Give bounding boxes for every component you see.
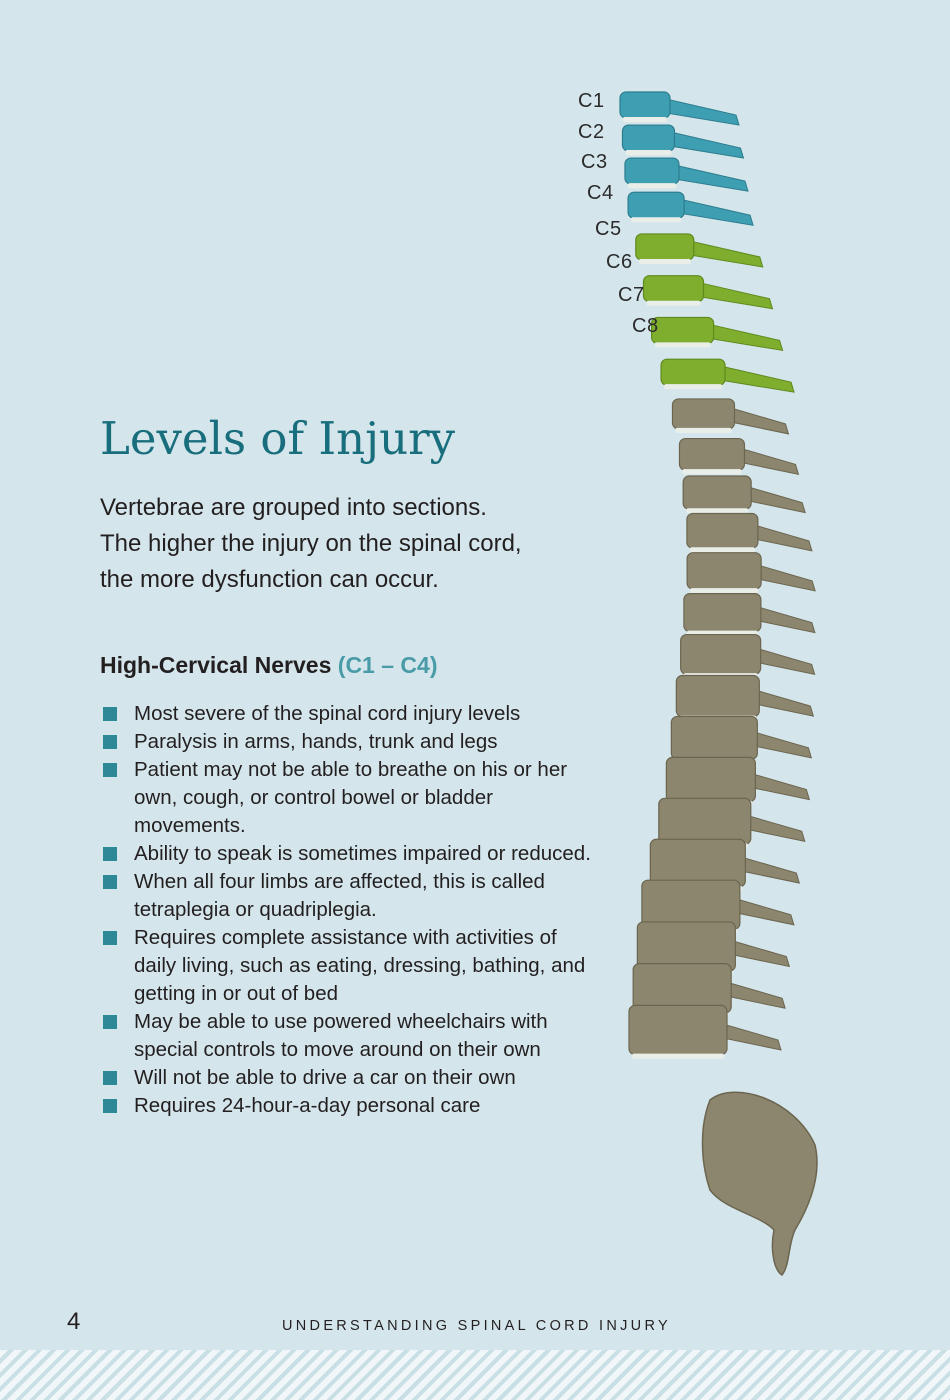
spinous-process xyxy=(731,941,789,967)
bullet-square-icon xyxy=(103,1071,117,1085)
vertebra xyxy=(683,476,805,513)
bullet-square-icon xyxy=(103,1015,117,1029)
intervertebral-disc xyxy=(664,384,722,389)
spinous-process xyxy=(675,165,748,191)
vertebra xyxy=(671,716,811,763)
spinous-process xyxy=(727,982,785,1008)
spinous-process xyxy=(741,857,799,883)
vertebra xyxy=(620,92,739,125)
vertebra-label-c5: C5 xyxy=(595,218,622,240)
sacrum xyxy=(703,1092,818,1275)
spinous-process xyxy=(680,199,753,225)
spinous-process xyxy=(670,132,743,158)
vertebra xyxy=(625,158,748,191)
bullet-item xyxy=(100,868,600,924)
vertebra xyxy=(652,317,783,350)
vertebra-body xyxy=(666,757,755,801)
intro-line: Vertebrae are grouped into sections. xyxy=(100,494,487,521)
vertebra-body xyxy=(676,675,759,716)
bullet-item xyxy=(100,1008,600,1064)
bullet-text: Most severe of the spinal cord injury levels xyxy=(134,702,521,725)
intervertebral-disc xyxy=(690,547,755,552)
bullet-text: Ability to speak is sometimes impaired or reduced. xyxy=(134,842,591,865)
section-heading xyxy=(100,652,437,679)
spinous-process xyxy=(730,408,788,434)
spinous-process xyxy=(710,324,783,350)
spinous-process xyxy=(690,241,763,267)
intervertebral-disc xyxy=(632,1054,724,1059)
section-range: (C1 – C4) xyxy=(337,652,438,678)
vertebra-label-c4: C4 xyxy=(587,182,614,204)
intervertebral-disc xyxy=(639,259,691,264)
vertebra xyxy=(622,125,743,158)
bullet-square-icon xyxy=(103,931,117,945)
vertebra-body xyxy=(671,716,757,759)
vertebra-body xyxy=(681,635,761,675)
vertebra-body xyxy=(620,92,670,118)
vertebra-body xyxy=(672,399,734,429)
vertebra-body xyxy=(628,192,684,218)
bullet-square-icon xyxy=(103,847,117,861)
spinous-process xyxy=(757,565,815,591)
vertebra-body xyxy=(629,1005,727,1054)
spinous-process xyxy=(666,99,739,125)
section-heading-text: High-Cervical Nerves xyxy=(100,652,332,678)
spinous-process xyxy=(757,648,815,674)
intervertebral-disc xyxy=(625,150,671,155)
bullet-square-icon xyxy=(103,763,117,777)
intro-paragraph xyxy=(100,490,620,598)
vertebra-body xyxy=(643,276,703,302)
spinous-process xyxy=(721,366,794,392)
vertebra-body xyxy=(652,317,714,343)
intervertebral-disc xyxy=(686,508,748,513)
spinous-process xyxy=(751,774,809,800)
vertebra-body xyxy=(661,359,725,385)
bullet-text: Paralysis in arms, hands, trunk and legs xyxy=(134,730,498,753)
vertebra xyxy=(684,594,815,636)
vertebra-body xyxy=(659,798,751,844)
vertebra-body xyxy=(684,594,761,632)
intervertebral-disc xyxy=(690,588,758,593)
spinous-process xyxy=(723,1024,781,1050)
intervertebral-disc xyxy=(646,301,700,306)
vertebra-label-c2: C2 xyxy=(578,121,605,143)
vertebra xyxy=(676,675,813,720)
intro-line: the more dysfunction can occur. xyxy=(100,566,439,593)
vertebra xyxy=(643,276,772,309)
vertebra-body xyxy=(622,125,674,151)
vertebra xyxy=(679,439,798,475)
vertebra xyxy=(628,192,753,225)
bullet-square-icon xyxy=(103,707,117,721)
vertebra-body xyxy=(636,234,694,260)
bullet-square-icon xyxy=(103,735,117,749)
spinous-process xyxy=(755,690,813,716)
bullet-item xyxy=(100,1092,600,1120)
bullet-text: When all four limbs are affected, this is called tetraplegia or quadriplegia. xyxy=(134,870,545,921)
bullet-text: Patient may not be able to breathe on his or her own, cough, or control bowel or bladder movements. xyxy=(134,758,568,837)
spinous-process xyxy=(747,815,805,841)
spinous-process xyxy=(740,448,798,474)
vertebra-label-c8: C8 xyxy=(632,315,659,337)
bullet-list xyxy=(100,700,600,1120)
vertebra-body xyxy=(687,553,761,589)
spinous-process xyxy=(736,899,794,925)
bullet-item xyxy=(100,924,600,1008)
page-title: Levels of Injury xyxy=(100,412,456,465)
bullet-item xyxy=(100,728,600,756)
spinous-process xyxy=(753,732,811,758)
vertebra xyxy=(672,399,788,434)
bullet-item xyxy=(100,700,600,728)
intervertebral-disc xyxy=(631,217,681,222)
bullet-text: Will not be able to drive a car on their own xyxy=(134,1066,516,1089)
bullet-text: Requires complete assistance with activities of daily living, such as eating, dressing, bathing, and getting in or out of bed xyxy=(134,926,586,1005)
bullet-square-icon xyxy=(103,875,117,889)
intervertebral-disc xyxy=(628,183,676,188)
vertebra-label-c1: C1 xyxy=(578,90,605,112)
vertebra-label-c3: C3 xyxy=(581,151,608,173)
bullet-item xyxy=(100,840,600,868)
intervertebral-disc xyxy=(675,428,731,433)
vertebra xyxy=(661,359,794,392)
bullet-item xyxy=(100,756,600,840)
spinous-process xyxy=(757,607,815,633)
vertebrae-column xyxy=(620,92,815,1059)
bullet-text: May be able to use powered wheelchairs with special controls to move around on their own xyxy=(134,1010,548,1061)
bullet-square-icon xyxy=(103,1099,117,1113)
vertebra xyxy=(636,234,763,267)
intro-line: The higher the injury on the spinal cord, xyxy=(100,530,522,557)
vertebra xyxy=(687,553,815,593)
vertebra xyxy=(687,513,812,552)
vertebra-body xyxy=(683,476,751,509)
vertebra-label-c7: C7 xyxy=(618,284,645,306)
footer-stripe xyxy=(0,1350,950,1400)
spinous-process xyxy=(699,283,772,309)
vertebra-body xyxy=(625,158,679,184)
bullet-item xyxy=(100,1064,600,1092)
vertebra-body xyxy=(687,513,758,548)
footer-title: UNDERSTANDING SPINAL CORD INJURY xyxy=(282,1318,671,1334)
vertebra xyxy=(629,1005,781,1058)
intervertebral-disc xyxy=(623,117,667,122)
page-number: 4 xyxy=(67,1308,81,1335)
bullet-text: Requires 24-hour-a-day personal care xyxy=(134,1094,481,1117)
vertebra xyxy=(681,635,815,679)
vertebra-label-c6: C6 xyxy=(606,251,633,273)
spinous-process xyxy=(754,525,812,551)
intervertebral-disc xyxy=(682,469,741,474)
spinous-process xyxy=(747,487,805,513)
intervertebral-disc xyxy=(655,342,711,347)
vertebra-body xyxy=(679,439,744,471)
